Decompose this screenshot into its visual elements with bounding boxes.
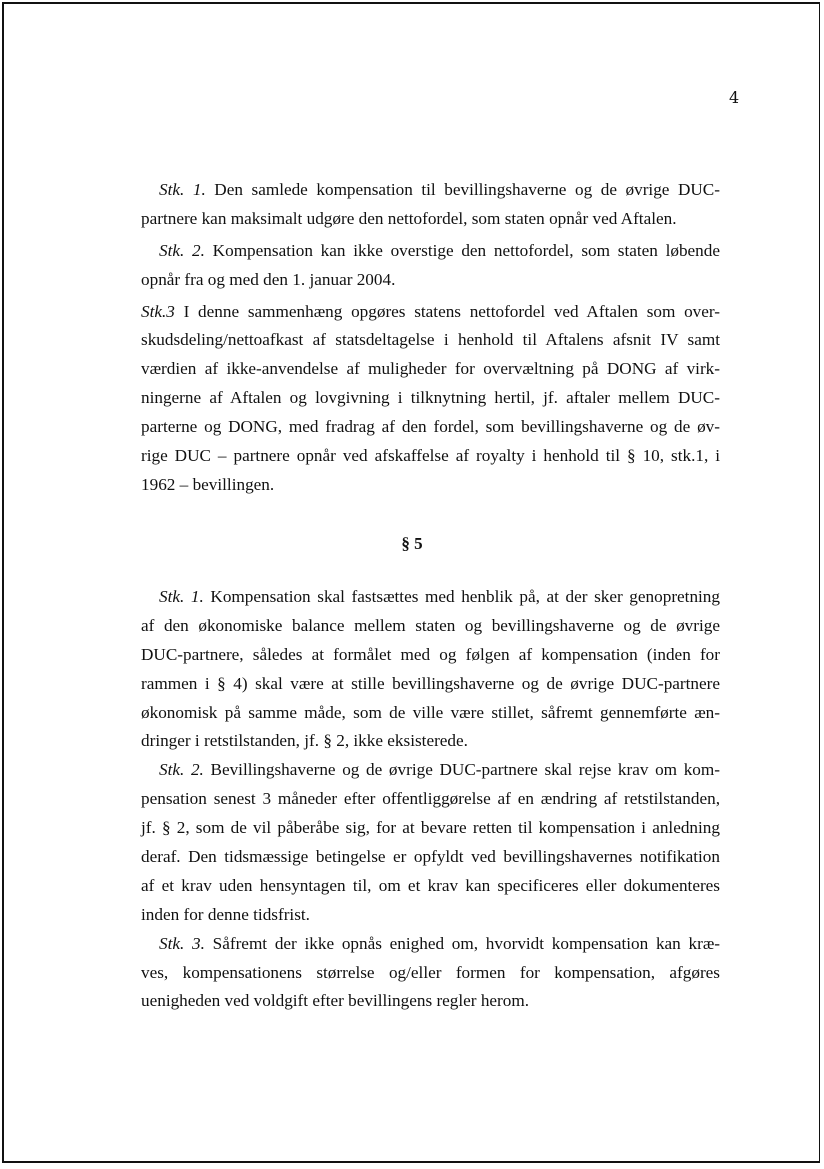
paragraph-label: Stk.3 xyxy=(141,301,175,321)
text-line: jf. § 2, som de vil påberåbe sig, for at bevare retten til kompensation i anledning xyxy=(141,818,720,838)
text-line: værdien af ikke-anvendelse af muligheder for overvæltning på DONG af virk- xyxy=(141,359,720,379)
text-line xyxy=(141,237,720,266)
paragraph xyxy=(141,298,720,500)
text-line xyxy=(141,583,720,612)
text-line xyxy=(141,756,720,785)
text-line xyxy=(141,930,720,959)
text-line: ningerne af Aftalen og lovgivning i tilknytning hertil, jf. aftaler mellem DUC- xyxy=(141,388,720,408)
paragraph xyxy=(141,756,720,929)
text-line: parterne og DONG, med fradrag af den fordel, som bevillingshaverne og de øv- xyxy=(141,417,720,437)
text-line: af den økonomiske balance mellem staten og bevillingshaverne og de øvrige xyxy=(141,615,720,635)
section-heading: § 5 xyxy=(401,534,423,553)
paragraph xyxy=(141,237,720,295)
paragraph-label: Stk. 2. xyxy=(159,760,204,780)
text-line: deraf. Den tidsmæssige betingelse er opfyldt ved bevillingshavernes notifikation xyxy=(141,847,720,867)
paragraphs-section-4 xyxy=(141,176,720,500)
paragraph-text: Kompensation skal fastsættes med henblik på, at der sker genopretning xyxy=(203,587,720,606)
paragraph xyxy=(141,583,720,756)
text-line: partnere kan maksimalt udgøre den nettofordel, som staten opnår ved Aftalen. xyxy=(141,208,677,228)
text-line: opnår fra og med den 1. januar 2004. xyxy=(141,269,396,289)
text-line: rige DUC – partnere opnår ved afskaffelse af royalty i henhold til § 10, stk.1, i xyxy=(141,446,720,466)
paragraph-label: Stk. 1. xyxy=(159,587,204,606)
paragraph-text: Kompensation kan ikke overstige den nettofordel, som staten løbende xyxy=(204,240,720,260)
text-line xyxy=(141,176,720,205)
text-line: inden for denne tidsfrist. xyxy=(141,904,310,924)
text-line xyxy=(141,298,720,327)
text-line: pensation senest 3 måneder efter offentliggørelse af en ændring af retstilstanden, xyxy=(141,789,720,809)
text-line: af et krav uden hensyntagen til, om et krav kan specificeres eller dokumenteres xyxy=(141,875,720,895)
text-line: uenigheden ved voldgift efter bevillingens regler herom. xyxy=(141,991,530,1011)
paragraph-label: Stk. 3. xyxy=(159,933,205,953)
paragraphs-section-5 xyxy=(141,583,720,1016)
paragraph-label: Stk. 2. xyxy=(159,240,205,260)
paragraph xyxy=(141,176,720,234)
paragraph xyxy=(141,930,720,1017)
paragraph-text: I denne sammenhæng opgøres statens nettofordel ved Aftalen som over- xyxy=(174,301,720,321)
text-line: skudsdeling/nettoafkast af statsdeltagelse i henhold til Aftalens afsnit IV samt xyxy=(141,330,720,350)
text-line: dringer i retstilstanden, jf. § 2, ikke eksisterede. xyxy=(141,731,468,751)
paragraph-label: Stk. 1. xyxy=(159,180,206,199)
paragraph-text: Bevillingshaverne og de øvrige DUC-partnere skal rejse krav om kom- xyxy=(203,760,720,780)
text-line: DUC-partnere, således at formålet med og følgen af kompensation (inden for xyxy=(141,644,720,664)
text-line: økonomisk på samme måde, som de ville være stillet, såfremt gennemførte æn- xyxy=(141,702,720,722)
paragraph-text: Den samlede kompensation til bevillingshaverne og de øvrige DUC- xyxy=(205,180,720,199)
text-line: 1962 – bevillingen. xyxy=(141,474,275,494)
page-number: 4 xyxy=(729,88,740,107)
text-line: ves, kompensationens størrelse og/eller formen for kompensation, afgøres xyxy=(141,962,720,982)
paragraph-text: Såfremt der ikke opnås enighed om, hvorvidt kompensation kan kræ- xyxy=(204,933,721,953)
text-line: rammen i § 4) skal være at stille bevillingshaverne og de øvrige DUC-partnere xyxy=(141,673,720,693)
